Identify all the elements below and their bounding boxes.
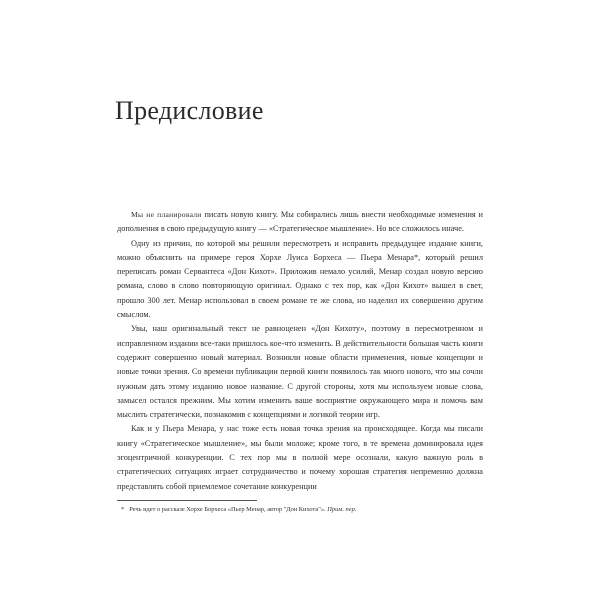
body-text (117, 208, 483, 494)
paragraph-2 (117, 237, 483, 323)
paragraph-1-text: писать новую книгу. Мы собирались лишь внести необходимые изменения и дополнения в свою предыдущую книгу — «Стратегическое мышление». Но все сложилось иначе. (117, 210, 483, 234)
footnote-mark: * (121, 506, 125, 513)
paragraph-3 (117, 322, 483, 422)
page-title: Предисловие (115, 96, 264, 125)
paragraph-4-text: Как и у Пьера Менара, у нас тоже есть новая точка зрения на происходящее. Когда мы писали книгу «Стратегическое мышление», мы были моложе; кроме того, в те времена доминировала идея эгоцентричной конкуренции. С тех пор мы в полной мере осознали, какую важную роль в стратегических ситуациях играет сотрудничество и почему хорошая стратегия непременно должна представлять собой приемлемое сочетание конкуренции (117, 424, 483, 491)
footnote (117, 505, 483, 514)
paragraph-3-text: Увы, наш оригинальный текст не равноценен «Дон Кихоту», поэтому в пересмотренном и исправленном издании все-таки пришлось кое-что изменить. В действительности большая часть книги содержит совершенно новый материал. Возникли новые области применения, новые концепции и новые точки зрения. Со времени публикации первой книги появилось так много нового, что мы сочли нужным дать этому изданию новое название. С другой стороны, хотя мы используем новые слова, замысел остался прежним. Мы хотим изменить ваше восприятие окружающего мира и помочь вам мыслить стратегически, познакомив с концепциями и логикой теории игр. (117, 324, 483, 420)
paragraph-1 (117, 208, 483, 237)
paragraph-4 (117, 422, 483, 493)
paragraph-2-text: Одну из причин, по которой мы решили пересмотреть и исправить предыдущее издание книги, можно объяснить на примере героя Хорхе Луиса Борхеса — Пьера Менара*, который решил переписать роман Сервантеса «Дон Кихот». Приложив немало усилий, Менар создал новую версию романа, слово в слово повторяющую оригинал. Однако с тех пор, как «Дон Кихот» вышел в свет, прошло 300 лет. Менар использовал в своем романе те же слова, но наделил их совершенно другим смыслом. (117, 238, 483, 320)
translator-note: Прим. пер. (327, 506, 357, 513)
lead-in-caps: Мы не планировали (131, 210, 202, 219)
footnote-text: Речь идет о рассказе Хорхе Борхеса «Пьер Менар, автор "Дон Кихота"». (129, 506, 326, 513)
footnote-divider (117, 500, 257, 501)
